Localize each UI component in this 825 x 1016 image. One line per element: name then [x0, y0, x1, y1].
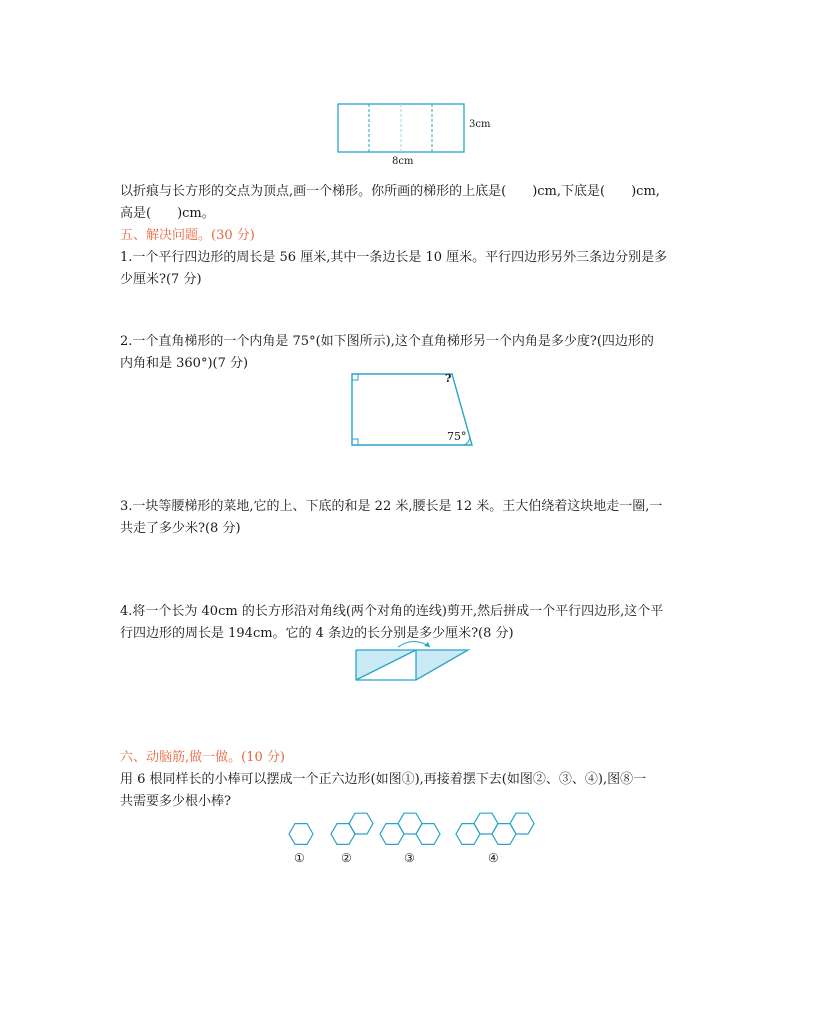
q3-line-2: 共走了多少米?(8 分): [120, 521, 241, 536]
length-label: 8cm: [392, 156, 414, 167]
unknown-angle-label: ?: [445, 372, 452, 385]
q2-line-1: 2.一个直角梯形的一个内角是 75°(如下图所示),这个直角梯形另一个内角是多少度?(四边形的: [120, 334, 654, 349]
hex-label-2: ②: [341, 851, 352, 865]
folded-rectangle-figure: [330, 98, 500, 170]
q4-line-1: 4.将一个长为 40cm 的长方形沿对角线(两个对角的连线)剪开,然后拼成一个平行四边形,这个平: [120, 604, 664, 619]
q4-line-2: 行四边形的周长是 194cm。它的 4 条边的长分别是多少厘米?(8 分): [120, 626, 514, 641]
hexagon-sequence-figure: [280, 810, 550, 855]
intro-line-1: 以折痕与长方形的交点为顶点,画一个梯形。你所画的梯形的上底是( )cm,下底是( )cm,: [120, 184, 660, 199]
hex-label-3: ③: [404, 851, 415, 865]
cut-rectangle-figure: [350, 640, 475, 685]
angle-75-label: 75°: [447, 430, 467, 443]
section-6-title: 六、动脑筋,做一做。(10 分): [120, 750, 285, 765]
q3-line-1: 3.一块等腰梯形的菜地,它的上、下底的和是 22 米,腰长是 12 米。王大伯绕着这块地走一圈,一: [120, 499, 663, 514]
q2-line-2: 内角和是 360°)(7 分): [120, 356, 249, 371]
s6-line-2: 共需要多少根小棒?: [120, 794, 231, 809]
s6-line-1: 用 6 根同样长的小棒可以摆成一个正六边形(如图①),再接着摆下去(如图②、③、④),图⑧一: [120, 772, 647, 787]
q1-line-2: 少厘米?(7 分): [120, 272, 202, 287]
width-label: 3cm: [469, 119, 491, 130]
hex-label-1: ①: [294, 851, 305, 865]
hex-label-4: ④: [488, 851, 499, 865]
q1-line-1: 1.一个平行四边形的周长是 56 厘米,其中一条边长是 10 厘米。平行四边形另外三条边分别是多: [120, 250, 668, 265]
intro-line-2: 高是( )cm。: [120, 206, 215, 221]
section-5-title: 五、解决问题。(30 分): [120, 228, 255, 243]
